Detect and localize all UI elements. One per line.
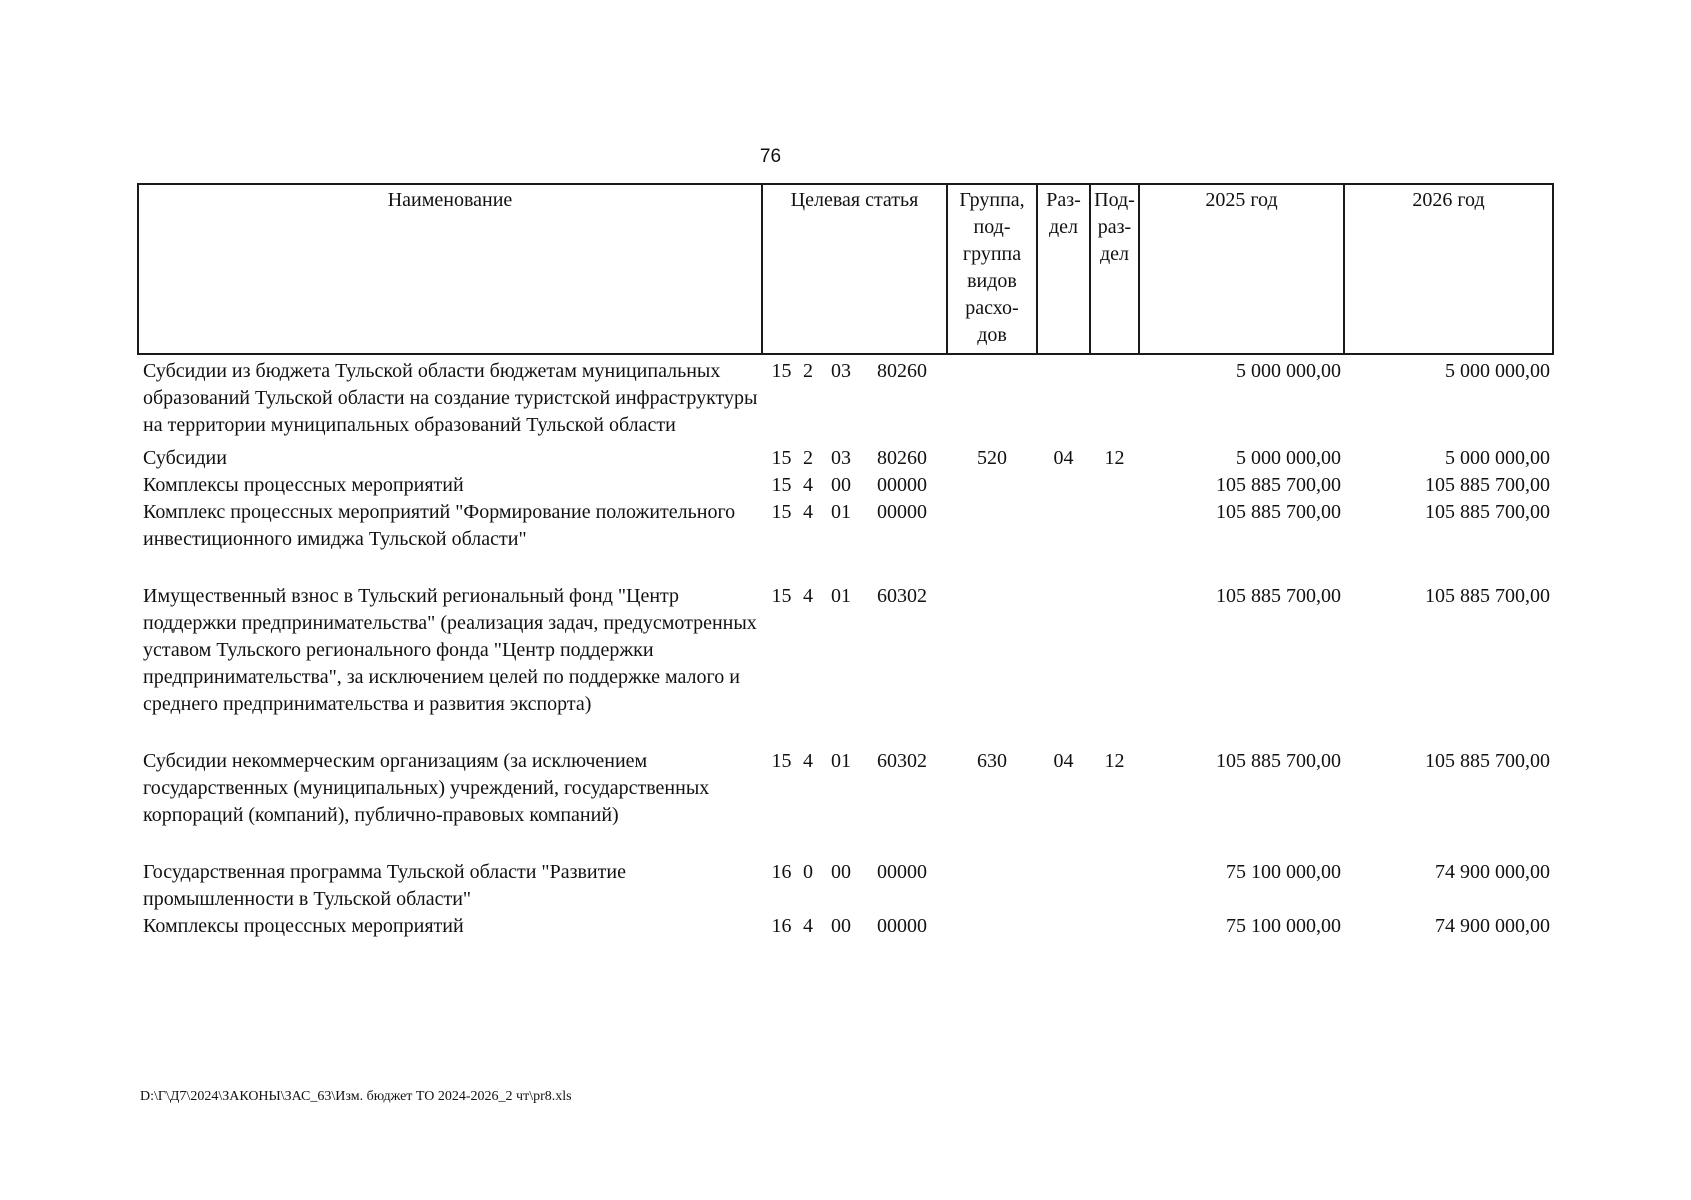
row-subsection: [1090, 583, 1139, 748]
table-row: [138, 859, 1553, 913]
row-target-article: [762, 859, 947, 913]
header-section: Раз- дел: [1037, 184, 1090, 354]
code-subprogram: 03: [831, 447, 851, 469]
row-amount-2026: 5 000 000,00: [1445, 447, 1550, 469]
table-header-row: [138, 184, 1553, 354]
row-target-article: [762, 913, 947, 940]
code-type: 4: [803, 474, 813, 496]
code-program: 15: [771, 447, 792, 469]
code-type: 0: [803, 861, 813, 883]
row-section: 04: [1053, 447, 1074, 469]
code-type: 4: [803, 750, 813, 772]
row-group: [947, 583, 1037, 748]
row-amount-2026: 105 885 700,00: [1425, 750, 1550, 772]
row-name: Комплексы процессных мероприятий: [143, 474, 464, 496]
header-group: Группа, под- группа видов расхо- дов: [947, 184, 1037, 354]
table-row: [138, 583, 1553, 748]
code-program: 15: [771, 360, 792, 382]
row-subsection: [1090, 472, 1139, 499]
code-subprogram: 01: [831, 585, 851, 607]
row-section: [1037, 583, 1090, 748]
row-group: [947, 472, 1037, 499]
row-group: 520: [977, 447, 1007, 469]
header-target-article: Целевая статья: [762, 184, 947, 354]
row-name: Комплексы процессных мероприятий: [143, 915, 464, 937]
row-amount-2026: 74 900 000,00: [1435, 915, 1550, 937]
row-subsection: [1090, 354, 1139, 439]
table-row: [138, 445, 1553, 472]
code-program: 15: [771, 585, 792, 607]
row-subsection: 12: [1104, 447, 1125, 469]
footer-file-path: D:\Г\Д7\2024\ЗАКОНЫ\ЗАС_63\Изм. бюджет ТО 2024-2026_2 чт\pr8.xls: [140, 1089, 572, 1104]
page-number: [0, 146, 1691, 168]
code-direction: 00000: [877, 915, 927, 937]
row-amount-2025: 5 000 000,00: [1236, 360, 1341, 382]
code-direction: 80260: [877, 447, 927, 469]
row-subsection: [1090, 913, 1139, 940]
table-row: [138, 499, 1553, 583]
code-subprogram: 01: [831, 750, 851, 772]
row-amount-2026: 74 900 000,00: [1435, 861, 1550, 883]
row-name: Имущественный взнос в Тульский региональный фонд "Центр поддержки предпринимательства" (реализация задач, предусмотренных уставом Тульского регионального фонда "Центр поддержки предпринимательства", за исключением целей по поддержке малого и среднего предпринимательства и развития экспорта): [143, 585, 757, 715]
code-direction: 00000: [877, 501, 927, 523]
code-program: 16: [771, 915, 792, 937]
row-target-article: [762, 748, 947, 859]
row-amount-2025: 105 885 700,00: [1216, 750, 1341, 772]
code-direction: 80260: [877, 360, 927, 382]
code-program: 15: [771, 501, 792, 523]
row-target-article: [762, 354, 947, 439]
row-amount-2025: 5 000 000,00: [1236, 447, 1341, 469]
table-row: [138, 748, 1553, 859]
row-amount-2026: 5 000 000,00: [1445, 360, 1550, 382]
row-amount-2025: 75 100 000,00: [1226, 861, 1341, 883]
row-group: 630: [977, 750, 1007, 772]
row-name: Субсидии из бюджета Тульской области бюджетам муниципальных образований Тульской области на создание туристской инфраструктуры на территории муниципальных образований Тульской области: [143, 360, 758, 436]
row-section: [1037, 354, 1090, 439]
code-program: 15: [771, 474, 792, 496]
row-section: [1037, 859, 1090, 913]
row-amount-2026: 105 885 700,00: [1425, 501, 1550, 523]
row-target-article: [762, 499, 947, 583]
row-section: 04: [1053, 750, 1074, 772]
row-section: [1037, 472, 1090, 499]
code-type: 2: [803, 360, 813, 382]
row-target-article: [762, 472, 947, 499]
page-number-text: 76: [759, 146, 782, 167]
row-group: [947, 499, 1037, 583]
row-subsection: 12: [1104, 750, 1125, 772]
row-amount-2025: 105 885 700,00: [1216, 585, 1341, 607]
row-amount-2026: 105 885 700,00: [1425, 585, 1550, 607]
code-subprogram: 00: [831, 861, 851, 883]
row-amount-2026: 105 885 700,00: [1425, 474, 1550, 496]
row-group: [947, 913, 1037, 940]
code-direction: 00000: [877, 861, 927, 883]
code-program: 15: [771, 750, 792, 772]
row-name: Государственная программа Тульской области "Развитие промышленности в Тульской области": [143, 861, 626, 910]
row-section: [1037, 913, 1090, 940]
header-name: Наименование: [138, 184, 762, 354]
row-name: Комплекс процессных мероприятий "Формирование положительного инвестиционного имиджа Тульской области": [143, 501, 736, 550]
code-type: 4: [803, 915, 813, 937]
header-year-2025: 2025 год: [1139, 184, 1344, 354]
code-subprogram: 00: [831, 915, 851, 937]
code-subprogram: 00: [831, 474, 851, 496]
row-name: Субсидии некоммерческим организациям (за исключением государственных (муниципальных) учреждений, государственных корпораций (компаний), публично-правовых компаний): [143, 750, 710, 826]
row-amount-2025: 75 100 000,00: [1226, 915, 1341, 937]
header-subsection: Под- раз- дел: [1090, 184, 1139, 354]
code-type: 4: [803, 501, 813, 523]
row-subsection: [1090, 859, 1139, 913]
code-type: 2: [803, 447, 813, 469]
code-direction: 60302: [877, 750, 927, 772]
code-program: 16: [771, 861, 792, 883]
code-type: 4: [803, 585, 813, 607]
code-direction: 60302: [877, 585, 927, 607]
table-row: [138, 913, 1553, 940]
row-group: [947, 859, 1037, 913]
header-year-2026: 2026 год: [1344, 184, 1553, 354]
code-subprogram: 03: [831, 360, 851, 382]
row-target-article: [762, 445, 947, 472]
budget-table-wrapper: [137, 183, 1552, 940]
row-group: [947, 354, 1037, 439]
table-row: [138, 472, 1553, 499]
row-amount-2025: 105 885 700,00: [1216, 474, 1341, 496]
row-subsection: [1090, 499, 1139, 583]
code-direction: 00000: [877, 474, 927, 496]
code-subprogram: 01: [831, 501, 851, 523]
table-row: [138, 354, 1553, 439]
row-section: [1037, 499, 1090, 583]
row-name: Субсидии: [143, 447, 227, 469]
row-amount-2025: 105 885 700,00: [1216, 501, 1341, 523]
budget-table: [137, 183, 1554, 940]
row-target-article: [762, 583, 947, 748]
